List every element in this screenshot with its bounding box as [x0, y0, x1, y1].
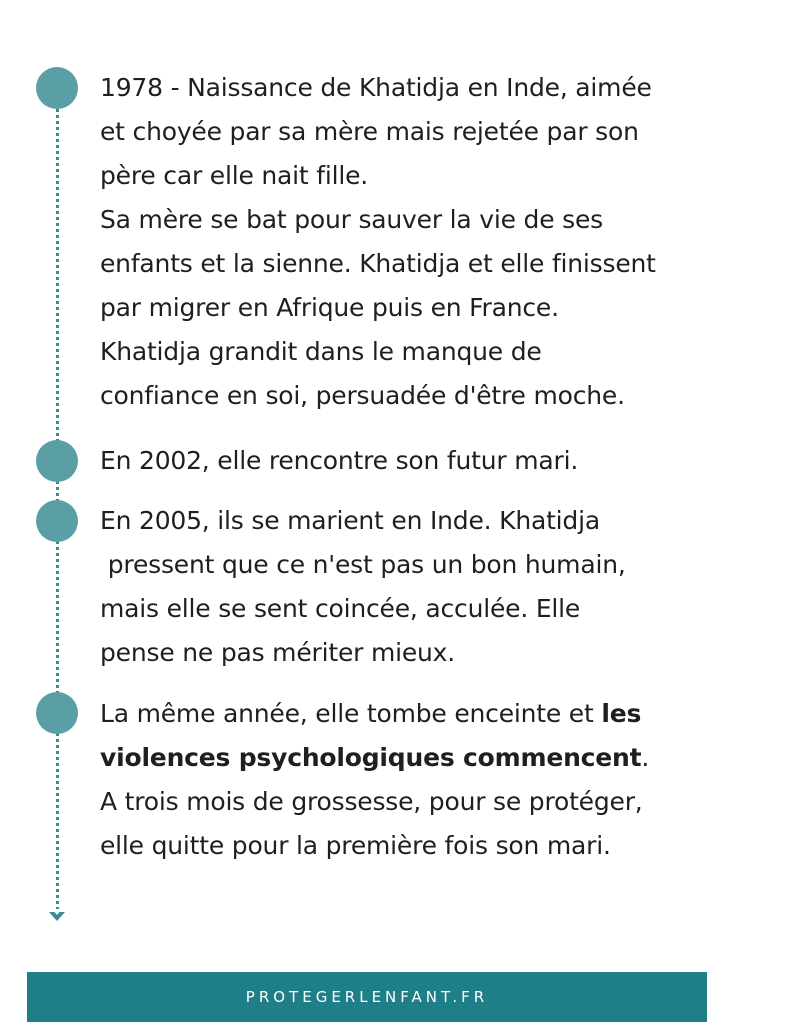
entry-line: 1978 - Naissance de Khatidja en Inde, aimée — [100, 73, 652, 102]
entry-line: confiance en soi, persuadée d'être moche. — [100, 381, 625, 410]
timeline-entry-1978 — [100, 66, 720, 418]
entry-bold-text: violences psychologiques commencent — [100, 743, 642, 772]
timeline-dot-2005 — [36, 500, 78, 542]
entry-line-suffix: . — [641, 743, 650, 772]
entry-line: pense ne pas mériter mieux. — [100, 638, 456, 667]
entry-line: et choyée par sa mère mais rejetée par son — [100, 117, 639, 146]
entry-line: A trois mois de grossesse, pour se protéger, — [100, 787, 643, 816]
entry-line: enfants et la sienne. Khatidja et elle finissent — [100, 249, 656, 278]
entry-bold-text: les — [601, 699, 642, 728]
entry-line: pressent que ce n'est pas un bon humain, — [100, 550, 626, 579]
entry-line: Khatidja grandit dans le manque de — [100, 337, 542, 366]
entry-line: par migrer en Afrique puis en France. — [100, 293, 559, 322]
entry-line-prefix: La même année, elle tombe enceinte et — [100, 699, 602, 728]
timeline-entry-2005 — [100, 499, 720, 675]
timeline-entry-same-year — [100, 692, 720, 868]
entry-line: elle quitte pour la première fois son mari. — [100, 831, 611, 860]
entry-line: mais elle se sent coincée, acculée. Elle — [100, 594, 581, 623]
entry-line: père car elle nait fille. — [100, 161, 369, 190]
entry-line: Sa mère se bat pour sauver la vie de ses — [100, 205, 603, 234]
entry-line: En 2002, elle rencontre son futur mari. — [100, 446, 579, 475]
footer-website[interactable]: PROTEGERLENFANT.FR — [245, 988, 489, 1006]
timeline-dot-1978 — [36, 67, 78, 109]
timeline-dot-2002 — [36, 440, 78, 482]
timeline-dot-same-year — [36, 692, 78, 734]
footer-banner — [27, 972, 707, 1022]
timeline-arrow-icon — [49, 912, 65, 921]
entry-line: En 2005, ils se marient en Inde. Khatidja — [100, 506, 600, 535]
timeline-entry-2002 — [100, 439, 720, 483]
